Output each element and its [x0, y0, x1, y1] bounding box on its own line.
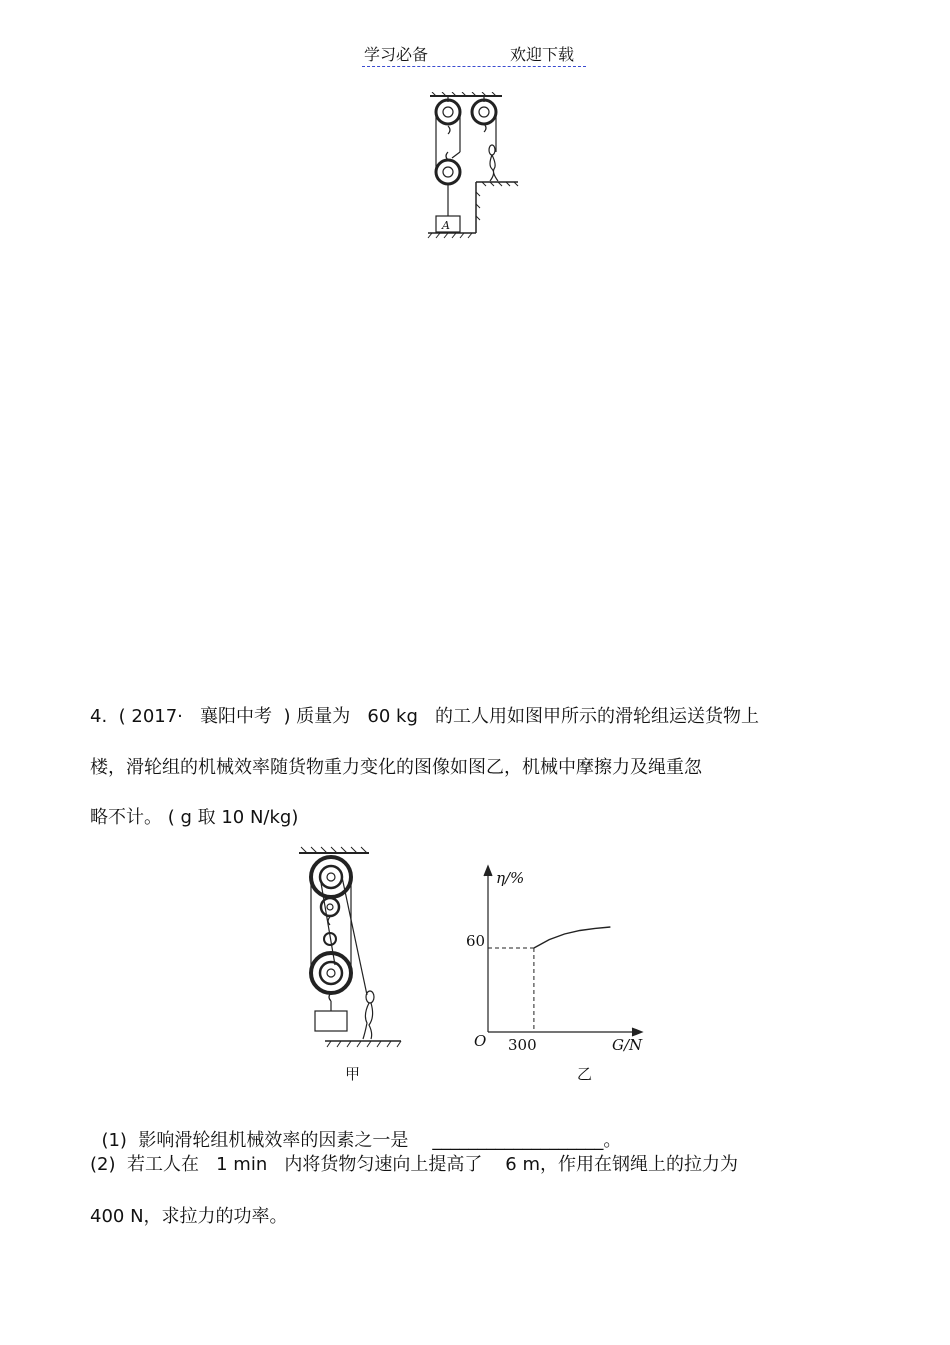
question-line-2: 楼，滑轮组的机械效率随货物重力变化的图像如图乙，机械中摩擦力及绳重忽 [90, 757, 702, 778]
question-line-1: 4. ( 2017· 襄阳中考 ) 质量为 60 kg 的工人用如图甲所示的滑轮组运送货物上 [90, 706, 760, 727]
page-header [362, 42, 586, 67]
efficiency-curve [534, 927, 611, 948]
question-line-3: 略不计。 ( g 取 10 N/kg) [90, 807, 299, 828]
efficiency-chart [460, 860, 660, 1060]
y-axis-arrow [484, 866, 492, 876]
chart-xtick-300: 300 [508, 1036, 537, 1054]
sub-question-2-line-1: (2) 若工人在 1 min 内将货物匀速向上提高了 6 m，作用在钢绳上的拉力为 [90, 1154, 738, 1175]
block-a-label: A [442, 219, 450, 232]
sub-question-1-text: (1) 影响滑轮组机械效率的因素之一是 [101, 1130, 409, 1151]
x-axis-arrow [632, 1028, 642, 1036]
pulley-figure-1 [422, 92, 522, 242]
answer-blank: ___________________。 [432, 1130, 622, 1151]
figure-jia-caption: 甲 [345, 1065, 361, 1083]
sub-question-2-line-2: 400 N，求拉力的功率。 [90, 1206, 288, 1227]
pulley-figure-jia [295, 845, 405, 1055]
chart-origin: O [474, 1032, 487, 1050]
chart-xlabel: G/N [612, 1036, 643, 1054]
figure-yi-caption: 乙 [577, 1065, 593, 1083]
chart-ylabel: η/% [496, 869, 525, 887]
header-right-text: 欢迎下载 [510, 45, 575, 64]
header-left-text: 学习必备 [364, 45, 429, 64]
sub-question-1 [90, 1105, 621, 1153]
chart-ytick-60: 60 [466, 932, 486, 950]
